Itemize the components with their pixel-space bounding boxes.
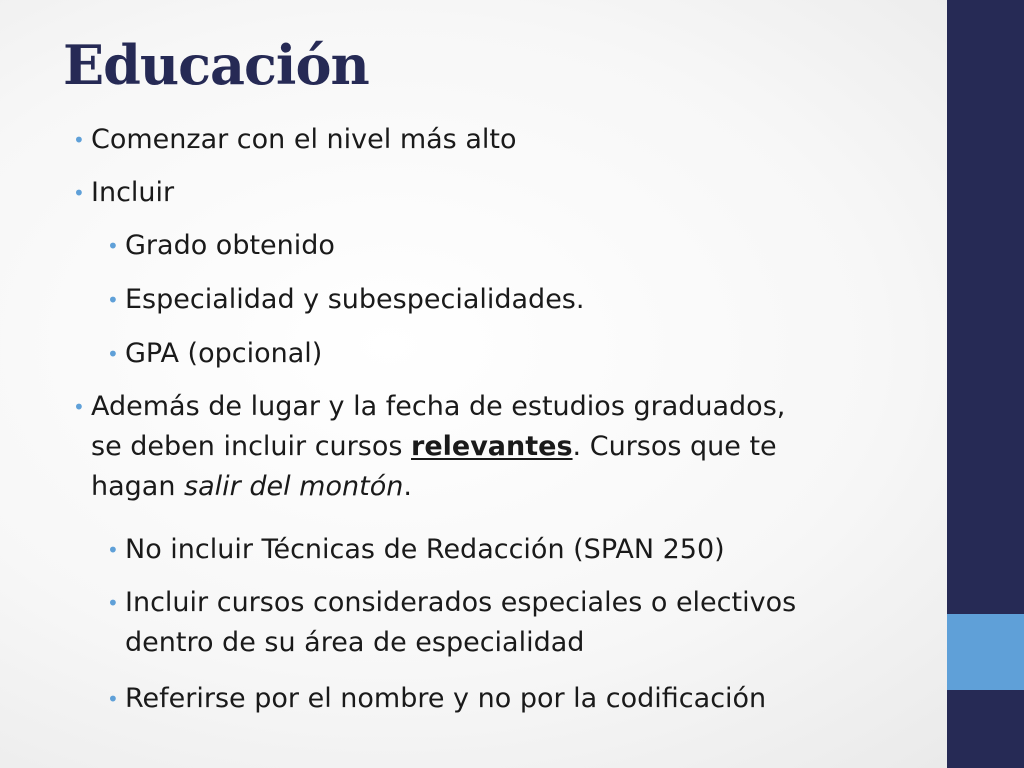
bullet-text-line: Incluir cursos considerados especiales o electivos xyxy=(125,587,797,618)
italic-phrase: salir del montón xyxy=(184,471,404,502)
emphasized-word: relevantes xyxy=(411,431,573,462)
bullet-dot-icon: • xyxy=(107,591,119,615)
bullet-text: Especialidad y subespecialidades. xyxy=(125,284,585,315)
bullet-dot-icon: • xyxy=(107,538,119,562)
bullet-dot-icon: • xyxy=(107,288,119,312)
sub-bullet-item xyxy=(107,226,335,266)
bullet-text-segment: . xyxy=(403,471,412,502)
bullet-dot-icon: • xyxy=(107,687,119,711)
bullet-text: GPA (opcional) xyxy=(125,338,323,369)
bullet-item xyxy=(73,387,786,507)
bullet-text: No incluir Técnicas de Redacción (SPAN 250) xyxy=(125,534,725,565)
bullet-text-segment: se deben incluir cursos xyxy=(91,431,412,462)
bullet-dot-icon: • xyxy=(107,342,119,366)
bullet-text-line: dentro de su área de especialidad xyxy=(125,627,585,658)
sidebar-accent-block xyxy=(947,614,1024,690)
bullet-dot-icon: • xyxy=(73,181,85,205)
bullet-text: Incluir xyxy=(91,177,175,208)
bullet-text-line xyxy=(91,427,785,467)
bullet-text-segment: hagan xyxy=(91,471,185,502)
bullet-dot-icon: • xyxy=(73,128,85,152)
bullet-text: Referirse por el nombre y no por la codificación xyxy=(125,683,767,714)
bullet-item xyxy=(73,173,175,213)
slide-title: Educación xyxy=(63,33,369,97)
bullet-text-line: Además de lugar y la fecha de estudios graduados, xyxy=(91,391,786,422)
sub-bullet-item xyxy=(107,679,767,719)
sub-bullet-item xyxy=(107,583,797,663)
bullet-text-line xyxy=(91,467,785,507)
bullet-item xyxy=(73,120,517,160)
bullet-text: Comenzar con el nivel más alto xyxy=(91,124,517,155)
sub-bullet-item xyxy=(107,530,725,570)
bullet-text-segment: . Cursos que te xyxy=(572,431,777,462)
sub-bullet-item xyxy=(107,334,323,374)
bullet-text: Grado obtenido xyxy=(125,230,335,261)
bullet-dot-icon: • xyxy=(107,234,119,258)
sub-bullet-item xyxy=(107,280,585,320)
bullet-dot-icon: • xyxy=(73,395,85,419)
